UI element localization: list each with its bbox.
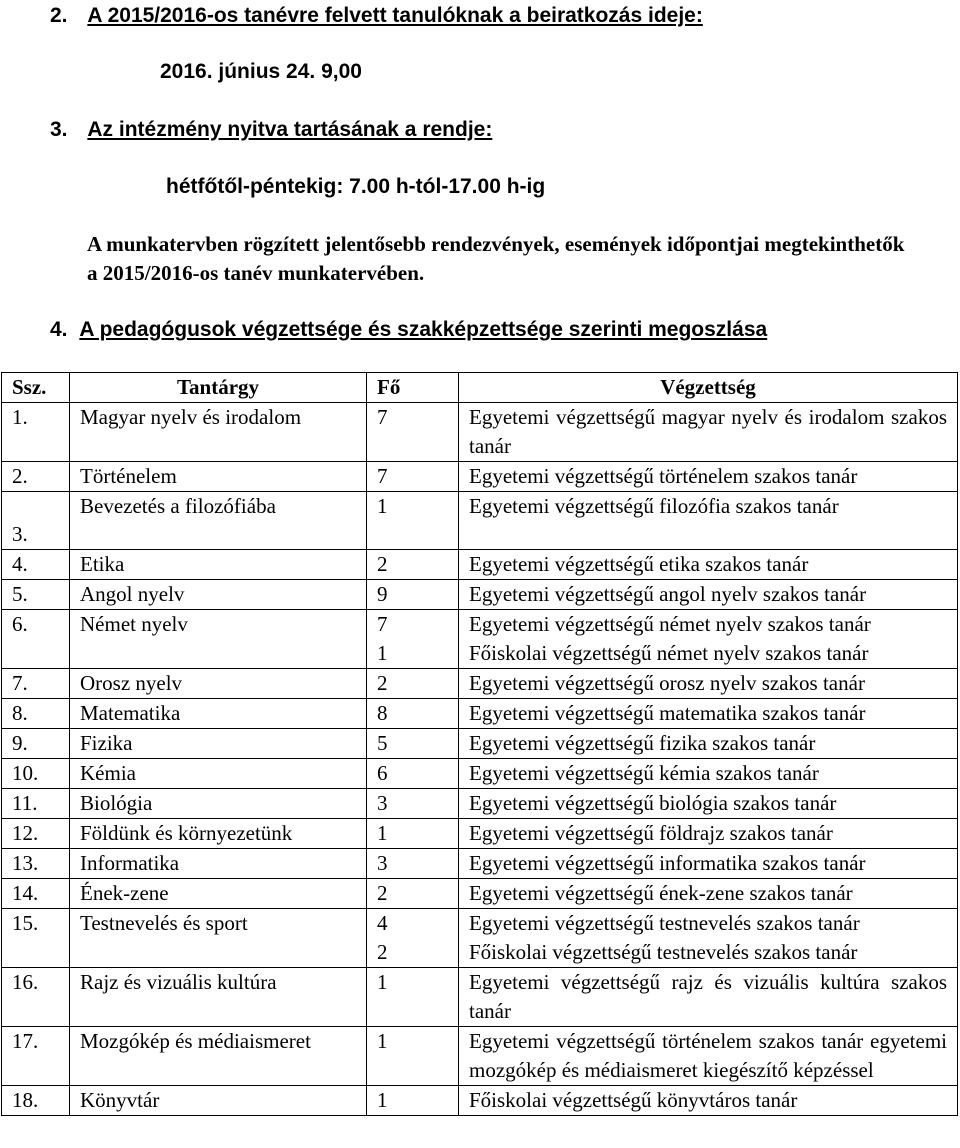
- subject-cell: Kémia: [70, 759, 367, 789]
- row-number: 12.: [2, 819, 70, 849]
- row-number: 1.: [2, 403, 70, 462]
- headcount-value: 1: [377, 1088, 388, 1112]
- headcount-value: 1: [377, 1029, 388, 1053]
- teacher-qualification-table: [1, 372, 958, 1116]
- headcount-cell: [367, 610, 459, 669]
- item-3-heading: [50, 118, 492, 142]
- table-row: [2, 789, 958, 819]
- row-number: 3.: [2, 492, 70, 550]
- qualification-text: Egyetemi végzettségű informatika szakos tanár: [469, 851, 866, 875]
- qualification-cell: [459, 968, 958, 1027]
- qualification-text: Egyetemi végzettségű testnevelés szakos tanár: [469, 911, 860, 935]
- qualification-text: Egyetemi végzettségű etika szakos tanár: [469, 552, 809, 576]
- qualification-cell: [459, 669, 958, 699]
- subject-cell: Biológia: [70, 789, 367, 819]
- headcount-value: 1: [377, 821, 388, 845]
- headcount-cell: [367, 909, 459, 968]
- subject-cell: Informatika: [70, 849, 367, 879]
- qualification-cell: [459, 759, 958, 789]
- row-number: 7.: [2, 669, 70, 699]
- header-ssz: Ssz.: [2, 373, 70, 403]
- headcount-cell: [367, 729, 459, 759]
- subject-cell: Angol nyelv: [70, 580, 367, 610]
- headcount-cell: [367, 550, 459, 580]
- table-row: [2, 819, 958, 849]
- qualification-text: Egyetemi végzettségű matematika szakos tanár: [469, 701, 866, 725]
- qualification-text: Egyetemi végzettségű rajz és vizuális kultúra szakos tanár: [469, 970, 947, 1023]
- header-tantargy: Tantárgy: [70, 373, 367, 403]
- item-4-number: 4.: [50, 318, 68, 341]
- headcount-value: 9: [377, 582, 388, 606]
- subject-cell: Magyar nyelv és irodalom: [70, 403, 367, 462]
- qualification-text: Egyetemi végzettségű kémia szakos tanár: [469, 761, 819, 785]
- item-2-heading: [50, 4, 703, 28]
- qualification-text: Főiskolai végzettségű könyvtáros tanár: [469, 1088, 798, 1112]
- headcount-cell: [367, 1086, 459, 1116]
- qualification-cell: [459, 550, 958, 580]
- headcount-value: 2: [377, 671, 388, 695]
- headcount-value: 7: [377, 464, 388, 488]
- table-row: [2, 849, 958, 879]
- row-number: 10.: [2, 759, 70, 789]
- qualification-text: Főiskolai végzettségű német nyelv szakos tanár: [469, 641, 869, 665]
- item-3-number: 3.: [50, 118, 68, 141]
- headcount-cell: [367, 968, 459, 1027]
- qualification-cell: [459, 580, 958, 610]
- qualification-text: Egyetemi végzettségű angol nyelv szakos tanár: [469, 582, 867, 606]
- header-vegzettseg: Végzettség: [459, 373, 958, 403]
- table-body: [2, 403, 958, 1116]
- table-row: [2, 729, 958, 759]
- headcount-cell: [367, 462, 459, 492]
- table-row: [2, 462, 958, 492]
- item-4-title: A pedagógusok végzettsége és szakképzettsége szerinti megoszlása: [79, 318, 768, 341]
- enrollment-date: 2016. június 24. 9,00: [160, 60, 362, 83]
- headcount-value: 3: [377, 851, 388, 875]
- qualification-text: Egyetemi végzettségű filozófia szakos tanár: [469, 494, 839, 518]
- table-row: [2, 580, 958, 610]
- subject-cell: Bevezetés a filozófiába: [70, 492, 367, 550]
- headcount-value: 7: [377, 612, 388, 636]
- qualification-cell: [459, 492, 958, 550]
- qualification-cell: [459, 462, 958, 492]
- header-fo: Fő: [367, 373, 459, 403]
- headcount-cell: [367, 669, 459, 699]
- headcount-cell: [367, 1027, 459, 1086]
- item-2-number: 2.: [50, 4, 68, 27]
- table-row: [2, 1086, 958, 1116]
- subject-cell: Fizika: [70, 729, 367, 759]
- subject-cell: Etika: [70, 550, 367, 580]
- headcount-value: 2: [377, 552, 388, 576]
- headcount-value: 2: [377, 881, 388, 905]
- headcount-value: 3: [377, 791, 388, 815]
- table-row: [2, 669, 958, 699]
- qualification-cell: [459, 849, 958, 879]
- headcount-cell: [367, 849, 459, 879]
- qualification-cell: [459, 819, 958, 849]
- table-row: [2, 699, 958, 729]
- headcount-cell: [367, 580, 459, 610]
- headcount-cell: [367, 819, 459, 849]
- subject-cell: Könyvtár: [70, 1086, 367, 1116]
- row-number: 14.: [2, 879, 70, 909]
- headcount-cell: [367, 879, 459, 909]
- row-number: 8.: [2, 699, 70, 729]
- row-number: 4.: [2, 550, 70, 580]
- opening-hours: hétfőtől-péntekig: 7.00 h-tól-17.00 h-ig: [166, 175, 546, 198]
- row-number: 5.: [2, 580, 70, 610]
- qualification-text: Egyetemi végzettségű földrajz szakos tanár: [469, 821, 833, 845]
- headcount-value: 1: [377, 641, 388, 665]
- table-row: [2, 403, 958, 462]
- headcount-value: 7: [377, 405, 388, 429]
- subject-cell: Mozgókép és médiaismeret: [70, 1027, 367, 1086]
- headcount-value: 1: [377, 494, 388, 518]
- qualification-cell: [459, 610, 958, 669]
- qualification-cell: [459, 909, 958, 968]
- qualification-text: Egyetemi végzettségű biológia szakos tanár: [469, 791, 837, 815]
- qualification-cell: [459, 1027, 958, 1086]
- subject-cell: Történelem: [70, 462, 367, 492]
- headcount-cell: [367, 492, 459, 550]
- table-row: [2, 550, 958, 580]
- qualification-text: Egyetemi végzettségű történelem szakos tanár: [469, 464, 858, 488]
- headcount-value: 1: [377, 970, 388, 994]
- row-number: 15.: [2, 909, 70, 968]
- subject-cell: Német nyelv: [70, 610, 367, 669]
- item-3-title: Az intézmény nyitva tartásának a rendje:: [87, 118, 493, 141]
- qualification-cell: [459, 1086, 958, 1116]
- row-number: 11.: [2, 789, 70, 819]
- headcount-cell: [367, 699, 459, 729]
- table-row: [2, 879, 958, 909]
- headcount-value: 5: [377, 731, 388, 755]
- row-number: 9.: [2, 729, 70, 759]
- subject-cell: Testnevelés és sport: [70, 909, 367, 968]
- qualification-cell: [459, 699, 958, 729]
- headcount-value: 2: [377, 940, 388, 964]
- qualification-text: Egyetemi végzettségű ének-zene szakos tanár: [469, 881, 853, 905]
- item-4-heading: [50, 318, 767, 342]
- table-row: [2, 909, 958, 968]
- table-header-row: [2, 373, 958, 403]
- qualification-cell: [459, 789, 958, 819]
- row-number: 18.: [2, 1086, 70, 1116]
- headcount-cell: [367, 789, 459, 819]
- table-row: [2, 492, 958, 550]
- item-2-title: A 2015/2016-os tanévre felvett tanulóknak a beiratkozás ideje:: [87, 4, 703, 27]
- qualification-text: Egyetemi végzettségű történelem szakos tanár egyetemi mozgókép és médiaismeret kiegészítő képzéssel: [469, 1029, 947, 1082]
- qualification-text: Egyetemi végzettségű fizika szakos tanár: [469, 731, 816, 755]
- row-number: 16.: [2, 968, 70, 1027]
- qualification-text: Főiskolai végzettségű testnevelés szakos tanár: [469, 940, 858, 964]
- qualification-text: Egyetemi végzettségű német nyelv szakos tanár: [469, 612, 871, 636]
- headcount-value: 8: [377, 701, 388, 725]
- subject-cell: Rajz és vizuális kultúra: [70, 968, 367, 1027]
- headcount-cell: [367, 403, 459, 462]
- table-row: [2, 1027, 958, 1086]
- table-row: [2, 610, 958, 669]
- headcount-cell: [367, 759, 459, 789]
- table-row: [2, 759, 958, 789]
- qualification-cell: [459, 729, 958, 759]
- headcount-value: 6: [377, 761, 388, 785]
- qualification-cell: [459, 879, 958, 909]
- row-number: 2.: [2, 462, 70, 492]
- row-number: 6.: [2, 610, 70, 669]
- headcount-value: 4: [377, 911, 388, 935]
- subject-cell: Földünk és környezetünk: [70, 819, 367, 849]
- subject-cell: Matematika: [70, 699, 367, 729]
- subject-cell: Orosz nyelv: [70, 669, 367, 699]
- qualification-text: Egyetemi végzettségű orosz nyelv szakos tanár: [469, 671, 865, 695]
- row-number: 13.: [2, 849, 70, 879]
- calendar-paragraph: A munkatervben rögzített jelentősebb rendezvények, események időpontjai megtekinthetők a 2015/2016-os tanév munkatervében.: [87, 232, 905, 285]
- subject-cell: Ének-zene: [70, 879, 367, 909]
- row-number: 17.: [2, 1027, 70, 1086]
- qualification-cell: [459, 403, 958, 462]
- table-row: [2, 968, 958, 1027]
- qualification-text: Egyetemi végzettségű magyar nyelv és irodalom szakos tanár: [469, 405, 947, 458]
